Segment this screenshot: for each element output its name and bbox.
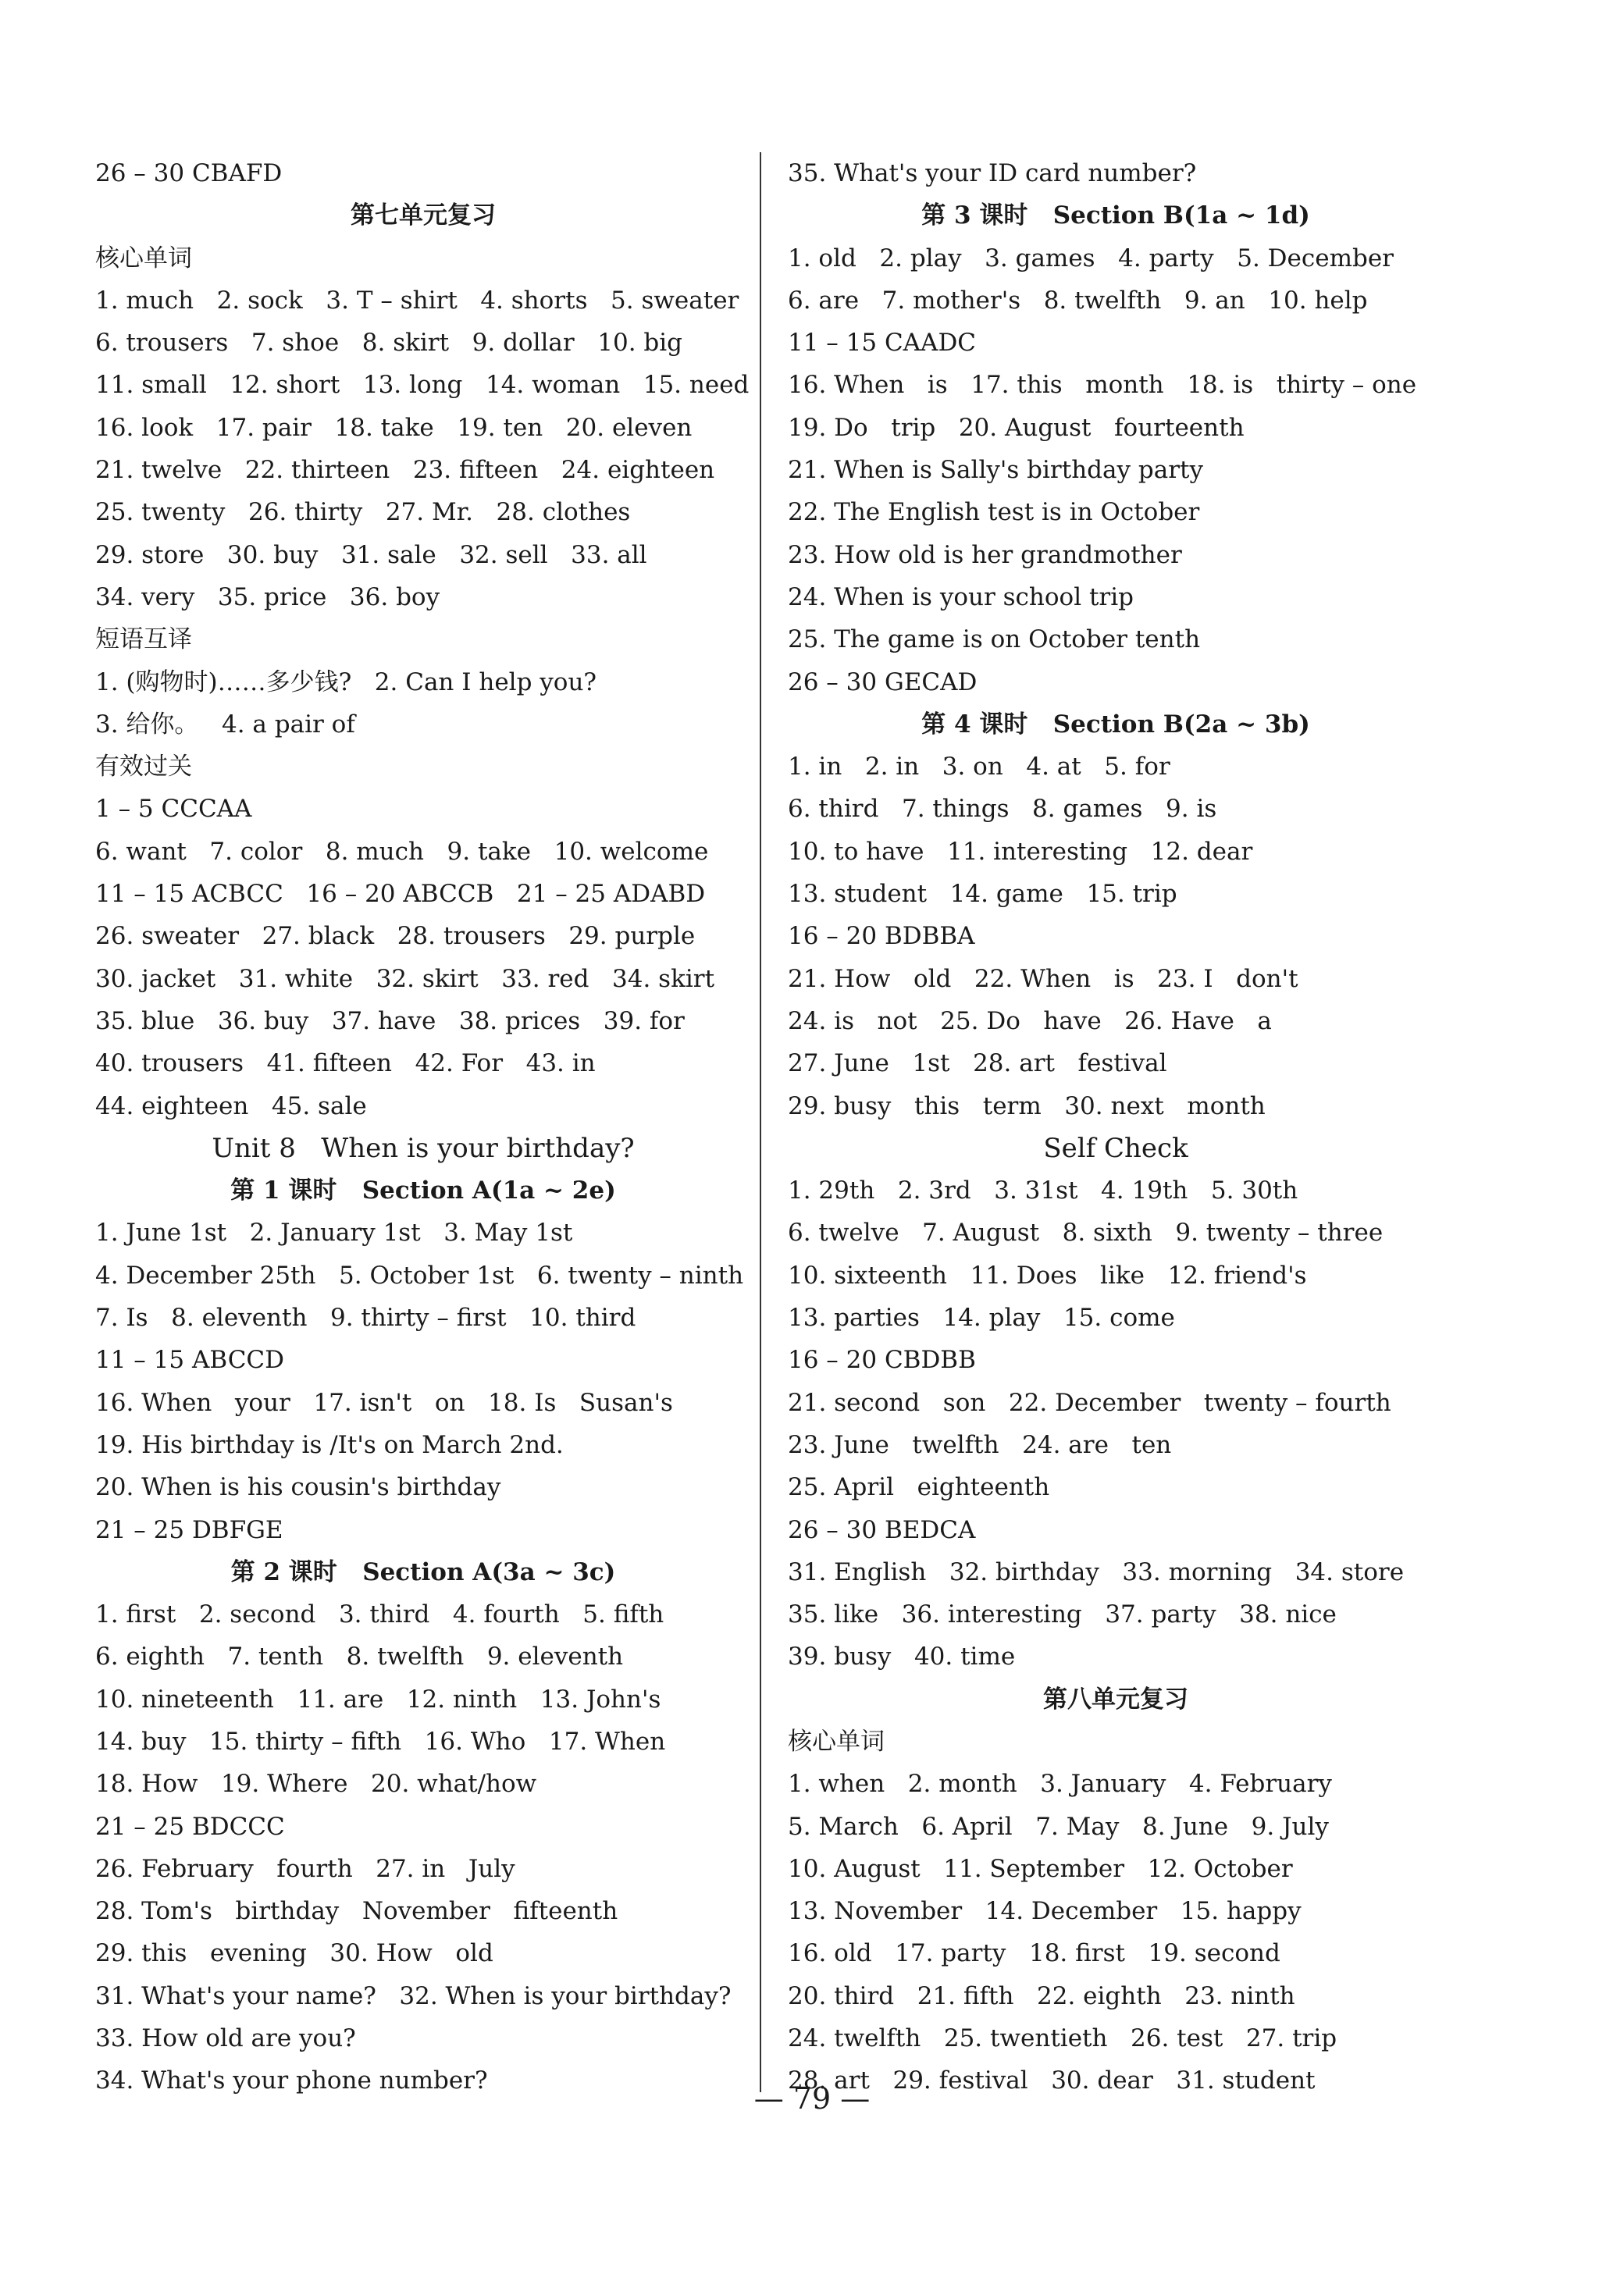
- page-number: — 79 —: [753, 2081, 871, 2116]
- answer-line: 20. When is his cousin's birthday: [95, 1473, 501, 1502]
- answer-line: 16. When your 17. isn't on 18. Is Susan's: [95, 1388, 673, 1417]
- answer-line: 35. like 36. interesting 37. party 38. nice: [788, 1600, 1337, 1629]
- answer-line: 29. this evening 30. How old: [95, 1939, 493, 1968]
- answer-line: 1. old 2. play 3. games 4. party 5. December: [788, 244, 1394, 272]
- answer-line: 34. very 35. price 36. boy: [95, 582, 440, 611]
- answer-line: 10. to have 11. interesting 12. dear: [788, 837, 1253, 866]
- answer-line: 6. want 7. color 8. much 9. take 10. welcome: [95, 837, 709, 866]
- answer-line: 6. trousers 7. shoe 8. skirt 9. dollar 10. big: [95, 329, 683, 358]
- answer-line: 21. When is Sally's birthday party: [788, 456, 1203, 485]
- answer-line: 1. 29th 2. 3rd 3. 31st 4. 19th 5. 30th: [788, 1176, 1298, 1205]
- answer-line: 3. 给你。 4. a pair of: [95, 710, 355, 739]
- answer-line: 1. first 2. second 3. third 4. fourth 5. fifth: [95, 1600, 664, 1629]
- answer-line: 25. The game is on October tenth: [788, 625, 1201, 654]
- answer-line: 1. (购物时)……多少钱? 2. Can I help you?: [95, 667, 597, 696]
- answer-line: 24. When is your school trip: [788, 582, 1134, 611]
- answer-line: 28. Tom's birthday November fifteenth: [95, 1897, 618, 1926]
- answer-line: 13. student 14. game 15. trip: [788, 880, 1177, 909]
- answer-line: 28. art 29. festival 30. dear 31. student: [788, 2066, 1316, 2095]
- unit-title: Unit 8 When is your birthday?: [212, 1132, 635, 1164]
- answer-line: 18. How 19. Where 20. what/how: [95, 1770, 537, 1799]
- answer-line: 24. twelfth 25. twentieth 26. test 27. trip: [788, 2024, 1337, 2053]
- answer-line: 1. June 1st 2. January 1st 3. May 1st: [95, 1219, 573, 1248]
- answer-line: 16. look 17. pair 18. take 19. ten 20. eleven: [95, 413, 693, 442]
- subsection-label: 有效过关: [95, 753, 192, 781]
- answer-line: 44. eighteen 45. sale: [95, 1091, 367, 1120]
- lesson-heading: 第 1 课时 Section A(1a ~ 2e): [230, 1176, 616, 1205]
- answer-line: 10. August 11. September 12. October: [788, 1854, 1293, 1883]
- answer-line: 5. March 6. April 7. May 8. June 9. July: [788, 1812, 1329, 1841]
- answer-line: 35. blue 36. buy 37. have 38. prices 39. for: [95, 1006, 685, 1035]
- answer-line: 6. twelve 7. August 8. sixth 9. twenty – three: [788, 1219, 1384, 1248]
- answer-line: 21. How old 22. When is 23. I don't: [788, 964, 1298, 993]
- answer-line: 26 – 30 CBAFD: [95, 159, 283, 187]
- answer-line: 34. What's your phone number?: [95, 2066, 488, 2095]
- answer-line: 23. June twelfth 24. are ten: [788, 1430, 1172, 1459]
- answer-line: 16 – 20 CBDBB: [788, 1346, 976, 1375]
- section-heading: 第七单元复习: [351, 201, 496, 230]
- answer-line: 20. third 21. fifth 22. eighth 23. ninth: [788, 1981, 1295, 2010]
- answer-line: 19. Do trip 20. August fourteenth: [788, 413, 1245, 442]
- answer-line: 1. when 2. month 3. January 4. February: [788, 1770, 1332, 1799]
- answer-line: 22. The English test is in October: [788, 498, 1200, 527]
- answer-line: 11 – 15 ABCCD: [95, 1346, 284, 1375]
- answer-line: 6. eighth 7. tenth 8. twelfth 9. eleventh: [95, 1643, 624, 1671]
- answer-line: 13. parties 14. play 15. come: [788, 1304, 1175, 1333]
- answer-line: 7. Is 8. eleventh 9. thirty – first 10. third: [95, 1304, 636, 1333]
- answer-line: 33. How old are you?: [95, 2024, 356, 2053]
- answer-line: 25. April eighteenth: [788, 1473, 1050, 1502]
- answer-line: 39. busy 40. time: [788, 1643, 1016, 1671]
- answer-line: 6. are 7. mother's 8. twelfth 9. an 10. help: [788, 286, 1368, 315]
- answer-line: 21. twelve 22. thirteen 23. fifteen 24. eighteen: [95, 456, 715, 485]
- answer-line: 29. store 30. buy 31. sale 32. sell 33. all: [95, 540, 647, 569]
- answer-line: 16 – 20 BDBBA: [788, 922, 975, 951]
- answer-line: 26 – 30 GECAD: [788, 667, 978, 696]
- answer-line: 23. How old is her grandmother: [788, 540, 1182, 569]
- answer-line: 27. June 1st 28. art festival: [788, 1049, 1167, 1078]
- answer-line: 16. old 17. party 18. first 19. second: [788, 1939, 1280, 1968]
- lesson-heading: 第 4 课时 Section B(2a ~ 3b): [921, 710, 1310, 739]
- answer-line: 40. trousers 41. fifteen 42. For 43. in: [95, 1049, 596, 1078]
- answer-line: 1. in 2. in 3. on 4. at 5. for: [788, 753, 1170, 781]
- answer-line: 26 – 30 BEDCA: [788, 1515, 976, 1544]
- answer-line: 10. sixteenth 11. Does like 12. friend's: [788, 1261, 1307, 1290]
- answer-line: 16. When is 17. this month 18. is thirty – one: [788, 371, 1417, 400]
- section-heading: 第八单元复习: [1043, 1685, 1188, 1714]
- right-column: [788, 152, 1444, 2102]
- answer-line: 25. twenty 26. thirty 27. Mr. 28. clothes: [95, 498, 631, 527]
- answer-line: 1. much 2. sock 3. T – shirt 4. shorts 5. sweater: [95, 286, 739, 315]
- answer-line: 31. English 32. birthday 33. morning 34. store: [788, 1557, 1405, 1586]
- self-check-heading: Self Check: [1043, 1132, 1188, 1164]
- answer-line: 11 – 15 ACBCC 16 – 20 ABCCB 21 – 25 ADABD: [95, 880, 706, 909]
- answer-line: 21 – 25 DBFGE: [95, 1515, 283, 1544]
- left-column: [95, 152, 751, 2102]
- answer-line: 21. second son 22. December twenty – fourth: [788, 1388, 1391, 1417]
- answer-line: 26. sweater 27. black 28. trousers 29. purple: [95, 922, 696, 951]
- answer-line: 19. His birthday is /It's on March 2nd.: [95, 1430, 564, 1459]
- answer-line: 29. busy this term 30. next month: [788, 1091, 1266, 1120]
- answer-line: 21 – 25 BDCCC: [95, 1812, 285, 1841]
- answer-line: 1 – 5 CCCAA: [95, 795, 252, 824]
- answer-line: 31. What's your name? 32. When is your birthday?: [95, 1981, 732, 2010]
- answer-line: 14. buy 15. thirty – fifth 16. Who 17. When: [95, 1727, 666, 1756]
- answer-line: 26. February fourth 27. in July: [95, 1854, 515, 1883]
- answer-line: 10. nineteenth 11. are 12. ninth 13. John's: [95, 1685, 661, 1714]
- subsection-label: 核心单词: [788, 1727, 885, 1756]
- subsection-label: 核心单词: [95, 244, 192, 272]
- answer-line: 6. third 7. things 8. games 9. is: [788, 795, 1217, 824]
- answer-line: 24. is not 25. Do have 26. Have a: [788, 1006, 1272, 1035]
- column-divider: [760, 152, 761, 2092]
- answer-line: 4. December 25th 5. October 1st 6. twenty – ninth: [95, 1261, 744, 1290]
- answer-line: 11. small 12. short 13. long 14. woman 15. need: [95, 371, 750, 400]
- answer-line: 11 – 15 CAADC: [788, 329, 977, 358]
- lesson-heading: 第 2 课时 Section A(3a ~ 3c): [230, 1557, 616, 1586]
- answer-line: 13. November 14. December 15. happy: [788, 1897, 1302, 1926]
- subsection-label: 短语互译: [95, 625, 192, 654]
- answer-line: 30. jacket 31. white 32. skirt 33. red 34. skirt: [95, 964, 715, 993]
- lesson-heading: 第 3 课时 Section B(1a ~ 1d): [921, 201, 1310, 230]
- answer-line: 35. What's your ID card number?: [788, 159, 1197, 187]
